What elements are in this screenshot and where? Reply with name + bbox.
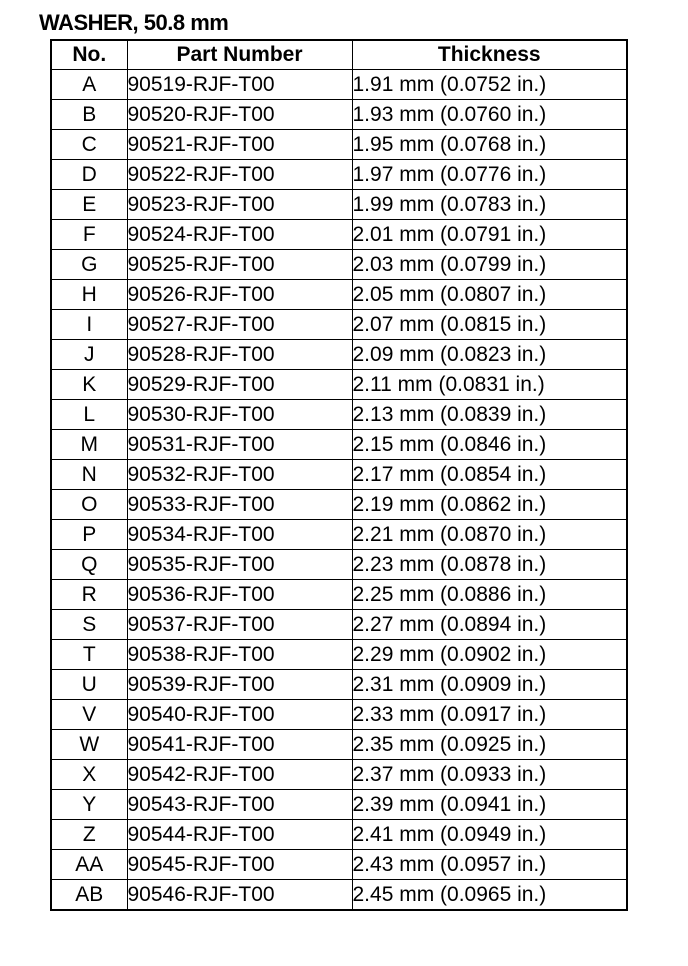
cell-no: E — [51, 190, 127, 220]
cell-thickness: 1.95 mm (0.0768 in.) — [352, 130, 627, 160]
cell-part-number: 90540-RJF-T00 — [127, 700, 352, 730]
column-header-part-number: Part Number — [127, 40, 352, 70]
cell-thickness: 2.09 mm (0.0823 in.) — [352, 340, 627, 370]
cell-no: D — [51, 160, 127, 190]
cell-thickness: 1.91 mm (0.0752 in.) — [352, 70, 627, 100]
cell-thickness: 2.35 mm (0.0925 in.) — [352, 730, 627, 760]
table-row — [51, 460, 627, 490]
cell-no: T — [51, 640, 127, 670]
table-row — [51, 430, 627, 460]
cell-thickness: 2.23 mm (0.0878 in.) — [352, 550, 627, 580]
column-header-no: No. — [51, 40, 127, 70]
cell-part-number: 90527-RJF-T00 — [127, 310, 352, 340]
cell-no: U — [51, 670, 127, 700]
cell-part-number: 90534-RJF-T00 — [127, 520, 352, 550]
cell-thickness: 2.03 mm (0.0799 in.) — [352, 250, 627, 280]
cell-part-number: 90522-RJF-T00 — [127, 160, 352, 190]
cell-no: J — [51, 340, 127, 370]
cell-part-number: 90520-RJF-T00 — [127, 100, 352, 130]
cell-no: G — [51, 250, 127, 280]
cell-part-number: 90536-RJF-T00 — [127, 580, 352, 610]
cell-thickness: 1.99 mm (0.0783 in.) — [352, 190, 627, 220]
cell-thickness: 2.19 mm (0.0862 in.) — [352, 490, 627, 520]
table-row — [51, 160, 627, 190]
cell-part-number: 90543-RJF-T00 — [127, 790, 352, 820]
table-row — [51, 640, 627, 670]
cell-part-number: 90531-RJF-T00 — [127, 430, 352, 460]
cell-part-number: 90544-RJF-T00 — [127, 820, 352, 850]
cell-thickness: 2.25 mm (0.0886 in.) — [352, 580, 627, 610]
table-row — [51, 280, 627, 310]
cell-thickness: 1.97 mm (0.0776 in.) — [352, 160, 627, 190]
cell-no: H — [51, 280, 127, 310]
table-row — [51, 190, 627, 220]
cell-thickness: 2.15 mm (0.0846 in.) — [352, 430, 627, 460]
washer-parts-table — [50, 39, 628, 911]
cell-no: A — [51, 70, 127, 100]
cell-no: Y — [51, 790, 127, 820]
table-row — [51, 400, 627, 430]
table-row — [51, 130, 627, 160]
column-header-thickness: Thickness — [352, 40, 627, 70]
table-row — [51, 340, 627, 370]
cell-no: AA — [51, 850, 127, 880]
cell-no: C — [51, 130, 127, 160]
cell-part-number: 90519-RJF-T00 — [127, 70, 352, 100]
cell-no: X — [51, 760, 127, 790]
table-row — [51, 730, 627, 760]
cell-no: R — [51, 580, 127, 610]
cell-part-number: 90521-RJF-T00 — [127, 130, 352, 160]
table-row — [51, 370, 627, 400]
cell-part-number: 90545-RJF-T00 — [127, 850, 352, 880]
cell-thickness: 2.21 mm (0.0870 in.) — [352, 520, 627, 550]
cell-thickness: 2.27 mm (0.0894 in.) — [352, 610, 627, 640]
header-row — [51, 40, 627, 70]
cell-part-number: 90542-RJF-T00 — [127, 760, 352, 790]
cell-no: N — [51, 460, 127, 490]
cell-part-number: 90529-RJF-T00 — [127, 370, 352, 400]
cell-no: K — [51, 370, 127, 400]
table-row — [51, 250, 627, 280]
cell-part-number: 90525-RJF-T00 — [127, 250, 352, 280]
cell-no: V — [51, 700, 127, 730]
cell-no: AB — [51, 880, 127, 911]
table-row — [51, 760, 627, 790]
cell-part-number: 90538-RJF-T00 — [127, 640, 352, 670]
cell-thickness: 2.29 mm (0.0902 in.) — [352, 640, 627, 670]
cell-thickness: 2.05 mm (0.0807 in.) — [352, 280, 627, 310]
table-title: WASHER, 50.8 mm — [39, 10, 229, 35]
cell-part-number: 90546-RJF-T00 — [127, 880, 352, 911]
cell-no: L — [51, 400, 127, 430]
cell-no: W — [51, 730, 127, 760]
cell-part-number: 90535-RJF-T00 — [127, 550, 352, 580]
table-row — [51, 520, 627, 550]
cell-part-number: 90532-RJF-T00 — [127, 460, 352, 490]
cell-part-number: 90523-RJF-T00 — [127, 190, 352, 220]
cell-thickness: 2.41 mm (0.0949 in.) — [352, 820, 627, 850]
cell-thickness: 2.37 mm (0.0933 in.) — [352, 760, 627, 790]
cell-thickness: 2.17 mm (0.0854 in.) — [352, 460, 627, 490]
table-row — [51, 880, 627, 911]
cell-part-number: 90533-RJF-T00 — [127, 490, 352, 520]
cell-thickness: 2.31 mm (0.0909 in.) — [352, 670, 627, 700]
table-row — [51, 580, 627, 610]
cell-no: Z — [51, 820, 127, 850]
cell-part-number: 90528-RJF-T00 — [127, 340, 352, 370]
cell-thickness: 2.01 mm (0.0791 in.) — [352, 220, 627, 250]
cell-thickness: 2.43 mm (0.0957 in.) — [352, 850, 627, 880]
cell-part-number: 90524-RJF-T00 — [127, 220, 352, 250]
cell-thickness: 2.45 mm (0.0965 in.) — [352, 880, 627, 911]
cell-thickness: 2.39 mm (0.0941 in.) — [352, 790, 627, 820]
cell-thickness: 2.11 mm (0.0831 in.) — [352, 370, 627, 400]
table-row — [51, 550, 627, 580]
cell-no: B — [51, 100, 127, 130]
cell-thickness: 2.07 mm (0.0815 in.) — [352, 310, 627, 340]
cell-no: P — [51, 520, 127, 550]
cell-no: M — [51, 430, 127, 460]
cell-part-number: 90541-RJF-T00 — [127, 730, 352, 760]
cell-no: O — [51, 490, 127, 520]
table-row — [51, 310, 627, 340]
table-row — [51, 610, 627, 640]
cell-thickness: 2.13 mm (0.0839 in.) — [352, 400, 627, 430]
cell-part-number: 90539-RJF-T00 — [127, 670, 352, 700]
cell-no: S — [51, 610, 127, 640]
cell-no: Q — [51, 550, 127, 580]
cell-part-number: 90526-RJF-T00 — [127, 280, 352, 310]
cell-thickness: 1.93 mm (0.0760 in.) — [352, 100, 627, 130]
table-row — [51, 850, 627, 880]
table-row — [51, 670, 627, 700]
cell-part-number: 90537-RJF-T00 — [127, 610, 352, 640]
table-row — [51, 820, 627, 850]
cell-thickness: 2.33 mm (0.0917 in.) — [352, 700, 627, 730]
table-row — [51, 790, 627, 820]
cell-no: F — [51, 220, 127, 250]
cell-part-number: 90530-RJF-T00 — [127, 400, 352, 430]
table-row — [51, 700, 627, 730]
table-row — [51, 490, 627, 520]
table-row — [51, 220, 627, 250]
table-row — [51, 70, 627, 100]
table-row — [51, 100, 627, 130]
table-body — [51, 70, 627, 911]
cell-no: I — [51, 310, 127, 340]
